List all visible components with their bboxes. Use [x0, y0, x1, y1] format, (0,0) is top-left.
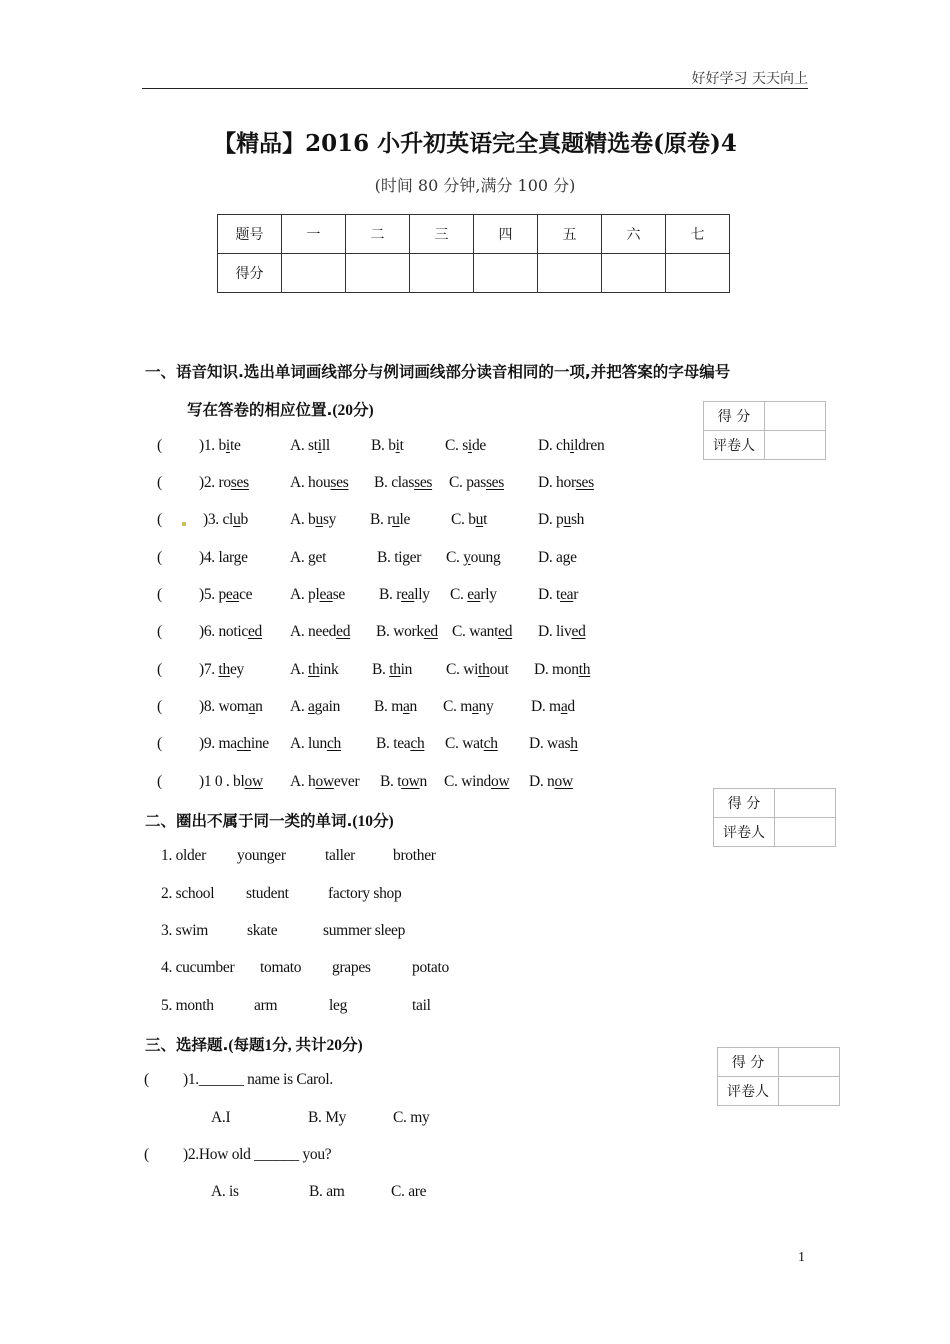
grader-score-label: 得 分: [704, 402, 765, 431]
word-item[interactable]: tail: [412, 997, 431, 1014]
score-cell[interactable]: [538, 254, 602, 293]
question-row: ( )7. they A. think B. thin C. without D. month: [157, 661, 591, 678]
score-cell: 得分: [218, 254, 282, 293]
header-motto: 好好学习 天天向上: [691, 71, 808, 87]
word-item[interactable]: younger: [237, 847, 286, 864]
answer-paren[interactable]: (: [157, 586, 162, 603]
word-item[interactable]: skate: [247, 922, 278, 939]
option-b[interactable]: B. am: [309, 1183, 345, 1200]
score-cell[interactable]: [666, 254, 730, 293]
word-item[interactable]: 5. month: [161, 997, 214, 1014]
question-row: ( )3. club A. busy B. rule C. but D. push: [157, 511, 585, 528]
section1-heading-text: 一、语音知识.选出单词画线部分与例词画线部分读音相同的一项,并把答案的字母编号: [145, 363, 731, 381]
word-item[interactable]: tomato: [260, 959, 302, 976]
score-cell[interactable]: [602, 254, 666, 293]
score-cell: 一: [282, 215, 346, 254]
question-row: ( )6. noticed A. needed B. worked C. wanted D. lived: [157, 623, 586, 640]
option-c[interactable]: C. my: [393, 1109, 430, 1126]
word-item[interactable]: 4. cucumber: [161, 959, 235, 976]
word-item[interactable]: arm: [254, 997, 278, 1014]
question-row: ( )8. woman A. again B. man C. many D. mad: [157, 698, 575, 715]
question-row: ( )2. roses A. houses B. classes C. passes D. horses: [157, 474, 594, 491]
grader-score-cell[interactable]: [765, 402, 826, 431]
score-table-score-row: [218, 254, 730, 293]
grader-name-label: 评卷人: [714, 818, 775, 847]
page-number: 1: [798, 1250, 805, 1265]
answer-paren[interactable]: (: [157, 661, 162, 678]
option-a[interactable]: A. is: [211, 1183, 239, 1200]
word-item[interactable]: 1. older: [161, 847, 206, 864]
mc-question-row: [0, 1071, 950, 1091]
word-item[interactable]: summer sleep: [323, 922, 406, 939]
section3-heading: [145, 1033, 363, 1055]
page-subtitle: (时间 80 分钟,满分 100 分): [374, 176, 576, 195]
answer-paren[interactable]: (: [157, 511, 162, 528]
answer-paren[interactable]: (: [144, 1146, 149, 1163]
word-item[interactable]: factory shop: [328, 885, 402, 902]
score-table-header-row: [218, 215, 730, 254]
score-cell: 题号: [218, 215, 282, 254]
option-b[interactable]: B. My: [308, 1109, 347, 1126]
word-group-row: [0, 997, 950, 1017]
score-cell: 三: [410, 215, 474, 254]
score-cell[interactable]: [410, 254, 474, 293]
grader-box-2: [713, 788, 836, 847]
answer-paren[interactable]: (: [157, 437, 162, 454]
section1-heading: [145, 360, 730, 382]
grader-name-cell[interactable]: [775, 818, 836, 847]
answer-paren[interactable]: (: [157, 623, 162, 640]
score-cell[interactable]: [282, 254, 346, 293]
word-item[interactable]: student: [246, 885, 289, 902]
score-cell: 七: [666, 215, 730, 254]
header-rule: [142, 88, 808, 89]
answer-paren[interactable]: (: [157, 474, 162, 491]
section1-heading-line2: [187, 398, 374, 420]
grader-name-label: 评卷人: [718, 1077, 779, 1106]
mc-options-row: [0, 1109, 950, 1129]
answer-paren[interactable]: (: [157, 735, 162, 752]
score-cell: 四: [474, 215, 538, 254]
section2-points: (10分): [352, 813, 394, 830]
answer-paren[interactable]: (: [144, 1071, 149, 1088]
section3-heading-text: 三、选择题.: [145, 1036, 229, 1054]
score-cell: 五: [538, 215, 602, 254]
grader-name-label: 评卷人: [704, 431, 765, 460]
option-c[interactable]: C. are: [391, 1183, 427, 1200]
section1-heading2-text: 写在答卷的相应位置.: [187, 401, 333, 419]
section1-points: (20分): [332, 402, 374, 419]
grader-score-label: 得 分: [718, 1048, 779, 1077]
question-row: ( )4. large A. get B. tiger C. young D. age: [157, 549, 577, 566]
word-item[interactable]: taller: [325, 847, 356, 864]
answer-paren[interactable]: (: [157, 773, 162, 790]
page-title: 【精品】2016 小升初英语完全真题精选卷(原卷)4: [213, 130, 737, 157]
word-group-row: [0, 885, 950, 905]
word-item[interactable]: brother: [393, 847, 436, 864]
question-row: ( )9. machine A. lunch B. teach C. watch D. wash: [157, 735, 578, 752]
score-cell: 二: [346, 215, 410, 254]
word-group-row: [0, 847, 950, 867]
section2-heading-text: 二、圈出不属于同一类的单词.: [145, 812, 353, 830]
option-a[interactable]: A.I: [211, 1109, 231, 1126]
mc-question-row: [0, 1146, 950, 1166]
answer-paren[interactable]: (: [157, 698, 162, 715]
question-row: ( )5. peace A. please B. really C. early D. tear: [157, 586, 579, 603]
section3-points: (每题1分, 共计20分): [228, 1037, 363, 1054]
score-cell: 六: [602, 215, 666, 254]
word-item[interactable]: leg: [329, 997, 348, 1014]
question-stem: )1.______ name is Carol.: [183, 1071, 333, 1088]
question-stem: )2.How old ______ you?: [183, 1146, 332, 1163]
mc-options-row: [0, 1183, 950, 1203]
word-group-row: [0, 959, 950, 979]
question-row: ( )1 0 . blow A. however B. town C. window D. now: [157, 773, 573, 790]
word-item[interactable]: 3. swim: [161, 922, 208, 939]
word-item[interactable]: grapes: [332, 959, 371, 976]
score-table: [217, 214, 730, 293]
answer-paren[interactable]: (: [157, 549, 162, 566]
speck-mark: [182, 522, 186, 526]
word-item[interactable]: 2. school: [161, 885, 215, 902]
word-group-row: [0, 922, 950, 942]
word-item[interactable]: potato: [412, 959, 449, 976]
section2-heading: [145, 809, 394, 831]
grader-score-label: 得 分: [714, 789, 775, 818]
score-cell[interactable]: [346, 254, 410, 293]
score-cell[interactable]: [474, 254, 538, 293]
grader-score-cell[interactable]: [775, 789, 836, 818]
question-row: ( )1. bite A. still B. bit C. side D. children: [157, 437, 605, 454]
